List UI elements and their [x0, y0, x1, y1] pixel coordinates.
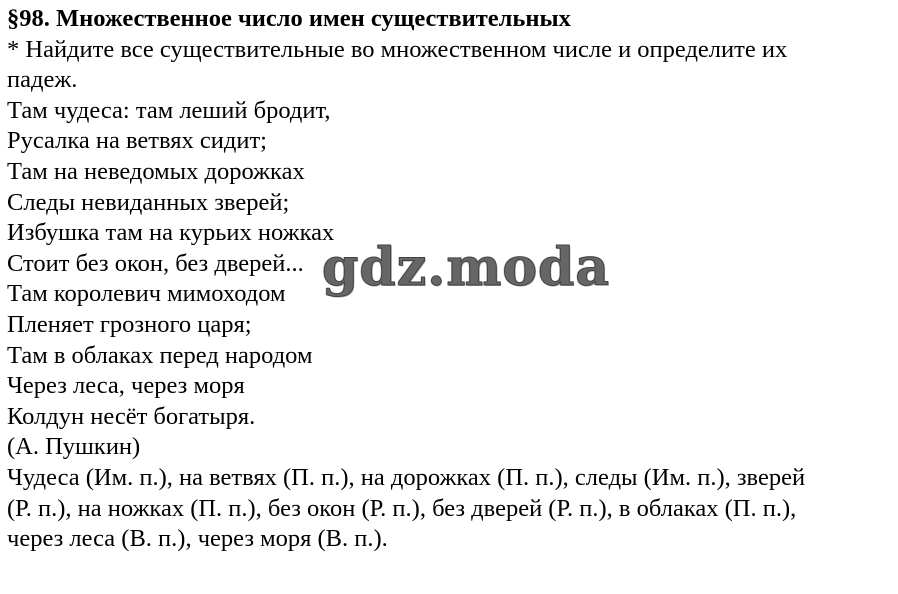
poem-line: Там чудеса: там леший бродит, — [7, 96, 331, 124]
poem-line: Пленяет грозного царя; — [7, 310, 252, 338]
task-line: падеж. — [7, 66, 78, 94]
poem-line: Там в облаках перед народом — [7, 341, 313, 369]
task-text — [7, 35, 891, 96]
poem-line: Стоит без окон, без дверей... — [7, 249, 304, 277]
poem-line: Избушка там на курьих ножках — [7, 219, 335, 247]
poem-line: Там королевич мимоходом — [7, 280, 286, 308]
answer-line: Чудеса (Им. п.), на ветвях (П. п.), на дорожках (П. п.), следы (Им. п.), зверей — [7, 463, 806, 491]
poem-line: Там на неведомых дорожках — [7, 157, 305, 185]
poem-line: Через леса, через моря — [7, 372, 245, 400]
poem — [7, 96, 891, 433]
section-title: §98. Множественное число имен существительных — [7, 5, 571, 32]
answer-text — [7, 463, 891, 555]
poem-author: (А. Пушкин) — [7, 433, 141, 461]
document-page — [7, 4, 891, 555]
watermark-logo: gdz.moda — [322, 237, 611, 298]
task-line: * Найдите все существительные во множественном числе и определите их — [7, 35, 788, 63]
poem-line: Колдун несёт богатыря. — [7, 402, 256, 430]
answer-line: через леса (В. п.), через моря (В. п.). — [7, 525, 388, 553]
poem-line: Русалка на ветвях сидит; — [7, 127, 267, 155]
answer-line: (Р. п.), на ножках (П. п.), без окон (Р. п.), без дверей (Р. п.), в облаках (П. п.), — [7, 494, 797, 522]
poem-line: Следы невиданных зверей; — [7, 188, 290, 216]
